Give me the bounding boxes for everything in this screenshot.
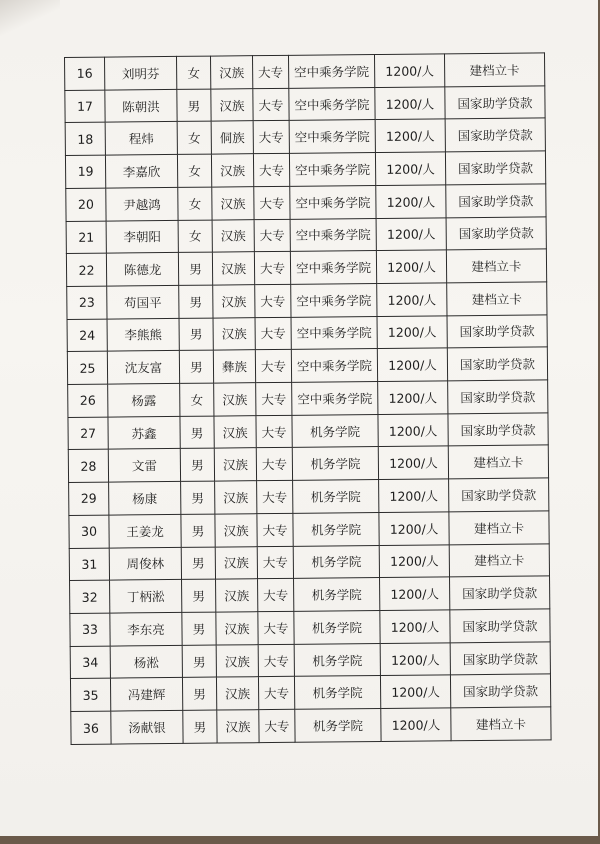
aid-type: 国家助学贷款 <box>450 576 550 610</box>
gender: 女 <box>178 220 212 253</box>
school-name: 机务学院 <box>292 414 378 448</box>
ethnicity: 汉族 <box>211 154 253 187</box>
table-row <box>65 86 545 123</box>
row-number: 35 <box>70 678 110 711</box>
gender: 男 <box>179 350 213 383</box>
table-row <box>68 380 548 417</box>
gender: 女 <box>177 154 211 187</box>
student-name: 陈朝洪 <box>105 89 177 122</box>
ethnicity: 汉族 <box>212 219 254 252</box>
table-row <box>70 576 550 613</box>
ethnicity: 汉族 <box>216 579 258 612</box>
row-number: 24 <box>67 319 107 352</box>
aid-type: 建档立卡 <box>447 282 547 316</box>
row-number: 31 <box>69 548 109 581</box>
aid-amount: 1200/人 <box>376 250 446 283</box>
ethnicity: 汉族 <box>213 317 255 350</box>
school-name: 空中乘务学院 <box>288 55 374 89</box>
gender: 女 <box>180 383 214 416</box>
aid-amount: 1200/人 <box>378 381 448 414</box>
education-level: 大专 <box>258 611 294 644</box>
aid-type: 建档立卡 <box>446 249 546 283</box>
row-number: 29 <box>69 482 109 515</box>
school-name: 机务学院 <box>294 643 380 677</box>
row-number: 23 <box>67 286 107 319</box>
row-number: 36 <box>71 711 111 744</box>
aid-type: 国家助学贷款 <box>445 86 545 120</box>
gender: 男 <box>177 89 211 122</box>
education-level: 大专 <box>253 88 289 121</box>
gender: 男 <box>181 547 215 580</box>
gender: 女 <box>176 56 210 89</box>
gender: 女 <box>177 121 211 154</box>
education-level: 大专 <box>257 513 293 546</box>
table-row <box>70 609 550 646</box>
education-level: 大专 <box>256 382 292 415</box>
table-row <box>68 413 548 450</box>
gender: 男 <box>181 514 215 547</box>
education-level: 大专 <box>253 153 289 186</box>
school-name: 机务学院 <box>294 578 380 612</box>
student-name: 杨淞 <box>110 645 182 678</box>
student-name: 周俊林 <box>109 547 181 580</box>
aid-type: 国家助学贷款 <box>450 609 550 643</box>
table-row <box>69 478 549 515</box>
ethnicity: 汉族 <box>215 546 257 579</box>
student-name: 王姜龙 <box>109 514 181 547</box>
row-number: 26 <box>68 384 108 417</box>
aid-amount: 1200/人 <box>375 87 445 120</box>
gender: 男 <box>182 579 216 612</box>
school-name: 机务学院 <box>293 512 379 546</box>
education-level: 大专 <box>256 415 292 448</box>
aid-type: 国家助学贷款 <box>449 478 549 512</box>
education-level: 大专 <box>255 317 291 350</box>
student-name: 李朝阳 <box>106 220 178 253</box>
table-row <box>67 347 547 384</box>
aid-type: 建档立卡 <box>444 53 544 87</box>
student-name: 文雷 <box>108 449 180 482</box>
gender: 男 <box>179 318 213 351</box>
education-level: 大专 <box>253 121 289 154</box>
table-row <box>69 543 549 580</box>
aid-type: 国家助学贷款 <box>446 184 546 218</box>
school-name: 机务学院 <box>293 480 379 514</box>
aid-amount: 1200/人 <box>377 348 447 381</box>
aid-amount: 1200/人 <box>381 708 451 742</box>
aid-type: 国家助学贷款 <box>448 413 548 447</box>
aid-type: 国家助学贷款 <box>445 118 545 152</box>
row-number: 34 <box>70 646 110 679</box>
aid-amount: 1200/人 <box>379 512 449 545</box>
ethnicity: 汉族 <box>216 612 258 645</box>
education-level: 大专 <box>258 677 294 710</box>
student-name: 李熊熊 <box>107 318 179 351</box>
ethnicity: 汉族 <box>213 285 255 318</box>
aid-type: 国家助学贷款 <box>450 674 550 708</box>
aid-amount: 1200/人 <box>380 675 450 708</box>
aid-amount: 1200/人 <box>379 479 449 512</box>
education-level: 大专 <box>254 219 290 252</box>
aid-type: 建档立卡 <box>451 707 551 741</box>
table-row <box>66 249 546 286</box>
aid-amount: 1200/人 <box>380 642 450 675</box>
school-name: 机务学院 <box>292 447 378 481</box>
table-row <box>71 707 551 745</box>
row-number: 27 <box>68 417 108 450</box>
gender: 男 <box>182 612 216 645</box>
gender: 男 <box>180 416 214 449</box>
aid-amount: 1200/人 <box>380 577 450 610</box>
ethnicity: 汉族 <box>217 710 259 743</box>
aid-amount: 1200/人 <box>376 185 446 218</box>
ethnicity: 汉族 <box>215 514 257 547</box>
aid-amount: 1200/人 <box>376 217 446 250</box>
aid-amount: 1200/人 <box>378 446 448 479</box>
education-level: 大专 <box>256 448 292 481</box>
row-number: 19 <box>65 155 105 188</box>
education-level: 大专 <box>259 709 295 742</box>
aid-type: 建档立卡 <box>449 543 549 577</box>
aid-amount: 1200/人 <box>377 283 447 316</box>
ethnicity: 汉族 <box>214 448 256 481</box>
student-name: 苟国平 <box>107 285 179 318</box>
education-level: 大专 <box>257 480 293 513</box>
row-number: 20 <box>66 188 106 221</box>
ethnicity: 汉族 <box>214 415 256 448</box>
gender: 女 <box>178 187 212 220</box>
aid-type: 国家助学贷款 <box>447 315 547 349</box>
student-name: 杨康 <box>109 482 181 515</box>
student-name: 苏鑫 <box>108 416 180 449</box>
student-name: 冯建辉 <box>110 678 182 711</box>
row-number: 32 <box>70 580 110 613</box>
table-row <box>67 315 547 352</box>
school-name: 空中乘务学院 <box>290 185 376 219</box>
student-name: 丁柄淞 <box>110 580 182 613</box>
table-row <box>65 118 545 155</box>
education-level: 大专 <box>252 55 288 88</box>
school-name: 机务学院 <box>294 676 380 710</box>
student-name: 李东亮 <box>110 612 182 645</box>
gender: 男 <box>182 677 216 710</box>
ethnicity: 汉族 <box>212 252 254 285</box>
row-number: 16 <box>65 57 105 90</box>
school-name: 空中乘务学院 <box>290 251 376 285</box>
aid-type: 国家助学贷款 <box>445 151 545 185</box>
education-level: 大专 <box>254 186 290 219</box>
school-name: 空中乘务学院 <box>291 349 377 383</box>
education-level: 大专 <box>255 284 291 317</box>
ethnicity: 汉族 <box>216 677 258 710</box>
aid-type: 建档立卡 <box>449 511 549 545</box>
table-row <box>65 151 545 188</box>
aid-amount: 1200/人 <box>375 119 445 152</box>
school-name: 机务学院 <box>294 610 380 644</box>
ethnicity: 汉族 <box>212 186 254 219</box>
school-name: 空中乘务学院 <box>289 120 375 154</box>
row-number: 18 <box>65 123 105 156</box>
table-row <box>70 642 550 679</box>
school-name: 空中乘务学院 <box>289 87 375 121</box>
row-number: 33 <box>70 613 110 646</box>
table-row <box>69 511 549 548</box>
student-name: 刘明芬 <box>105 56 177 89</box>
education-level: 大专 <box>258 579 294 612</box>
row-number: 21 <box>66 221 106 254</box>
school-name: 空中乘务学院 <box>291 283 377 317</box>
aid-amount: 1200/人 <box>375 152 445 185</box>
student-name: 李嘉欣 <box>105 155 177 188</box>
education-level: 大专 <box>254 252 290 285</box>
gender: 男 <box>183 710 217 743</box>
student-name: 沈友富 <box>107 351 179 384</box>
row-number: 22 <box>66 253 106 286</box>
table-row <box>67 282 547 319</box>
gender: 男 <box>179 285 213 318</box>
ethnicity: 彝族 <box>213 350 255 383</box>
student-name: 尹越鸿 <box>106 187 178 220</box>
page-corner-fold <box>0 0 60 40</box>
row-number: 28 <box>68 450 108 483</box>
school-name: 空中乘务学院 <box>290 218 376 252</box>
table-body <box>65 53 552 745</box>
gender: 男 <box>181 481 215 514</box>
aid-type: 国家助学贷款 <box>447 347 547 381</box>
ethnicity: 汉族 <box>216 644 258 677</box>
student-name: 陈德龙 <box>106 253 178 286</box>
aid-amount: 1200/人 <box>378 414 448 447</box>
education-level: 大专 <box>258 644 294 677</box>
table-row <box>66 216 546 253</box>
aid-amount: 1200/人 <box>380 610 450 643</box>
aid-type: 国家助学贷款 <box>446 216 546 250</box>
school-name: 机务学院 <box>295 709 381 743</box>
student-name: 汤献银 <box>111 710 183 744</box>
aid-type: 国家助学贷款 <box>448 380 548 414</box>
row-number: 25 <box>67 351 107 384</box>
ethnicity: 汉族 <box>210 56 252 89</box>
education-level: 大专 <box>255 350 291 383</box>
aid-amount: 1200/人 <box>377 315 447 348</box>
ethnicity: 侗族 <box>211 121 253 154</box>
aid-type: 国家助学贷款 <box>450 642 550 676</box>
gender: 男 <box>178 252 212 285</box>
ethnicity: 汉族 <box>215 481 257 514</box>
school-name: 机务学院 <box>293 545 379 579</box>
gender: 男 <box>180 449 214 482</box>
aid-amount: 1200/人 <box>374 54 444 87</box>
school-name: 空中乘务学院 <box>289 153 375 187</box>
student-name: 程炜 <box>105 122 177 155</box>
row-number: 17 <box>65 90 105 123</box>
student-name: 杨露 <box>108 383 180 416</box>
education-level: 大专 <box>257 546 293 579</box>
aid-type: 建档立卡 <box>448 445 548 479</box>
student-aid-table <box>64 52 552 745</box>
table-row <box>66 184 546 221</box>
school-name: 空中乘务学院 <box>291 316 377 350</box>
ethnicity: 汉族 <box>211 88 253 121</box>
table-row <box>68 445 548 482</box>
aid-amount: 1200/人 <box>379 544 449 577</box>
table-row <box>70 674 550 711</box>
ethnicity: 汉族 <box>214 383 256 416</box>
gender: 男 <box>182 645 216 678</box>
table-row <box>65 53 545 90</box>
row-number: 30 <box>69 515 109 548</box>
school-name: 空中乘务学院 <box>292 382 378 416</box>
